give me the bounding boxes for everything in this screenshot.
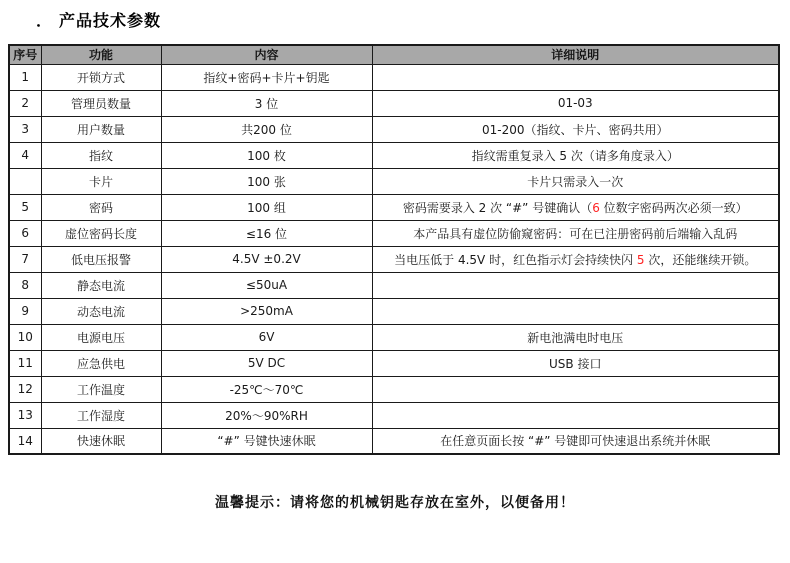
content-cell: 100 张 — [161, 168, 372, 194]
detail-cell: USB 接口 — [372, 350, 779, 376]
detail-cell: 新电池满电时电压 — [372, 324, 779, 350]
detail-cell: 01-200（指纹、卡片、密码共用） — [372, 116, 779, 142]
page-title — [36, 8, 161, 31]
row-number-cell: 8 — [9, 272, 41, 298]
table-row — [9, 272, 779, 298]
row-number-cell: 14 — [9, 428, 41, 454]
row-number-cell: 7 — [9, 246, 41, 272]
row-number-cell: 6 — [9, 220, 41, 246]
function-cell: 用户数量 — [41, 116, 161, 142]
detail-highlight: 5 — [636, 252, 645, 267]
content-cell: “#” 号键快速休眠 — [161, 428, 372, 454]
detail-cell — [372, 246, 779, 272]
row-number-cell: 13 — [9, 402, 41, 428]
content-cell: 指纹+密码+卡片+钥匙 — [161, 64, 372, 90]
row-number-cell: 12 — [9, 376, 41, 402]
table-row — [9, 402, 779, 428]
detail-cell: 指纹需重复录入 5 次（请多角度录入） — [372, 142, 779, 168]
detail-cell — [372, 376, 779, 402]
detail-text: 次，还能继续开锁。 — [644, 252, 757, 267]
detail-cell — [372, 298, 779, 324]
detail-cell — [372, 402, 779, 428]
table-row — [9, 350, 779, 376]
table-row — [9, 220, 779, 246]
footer-note: 温馨提示：请将您的机械钥匙存放在室外，以便备用！ — [215, 495, 575, 511]
content-cell: >250mA — [161, 298, 372, 324]
detail-text: 位数字密码两次必须一致） — [599, 200, 748, 215]
detail-cell: 卡片只需录入一次 — [372, 168, 779, 194]
content-cell: 共200 位 — [161, 116, 372, 142]
function-cell: 虚位密码长度 — [41, 220, 161, 246]
detail-cell — [372, 272, 779, 298]
function-cell: 电源电压 — [41, 324, 161, 350]
content-cell: 6V — [161, 324, 372, 350]
row-number-cell: 4 — [9, 142, 41, 168]
function-cell: 密码 — [41, 194, 161, 220]
detail-highlight: 6 — [592, 200, 600, 215]
row-number-cell: 2 — [9, 90, 41, 116]
table-row — [9, 64, 779, 90]
table-row — [9, 324, 779, 350]
row-number-cell: 1 — [9, 64, 41, 90]
function-cell: 卡片 — [41, 168, 161, 194]
content-cell: 3 位 — [161, 90, 372, 116]
function-cell: 应急供电 — [41, 350, 161, 376]
table-row — [9, 194, 779, 220]
detail-cell — [372, 64, 779, 90]
content-cell: ≤16 位 — [161, 220, 372, 246]
table-row — [9, 246, 779, 272]
row-number-cell: 11 — [9, 350, 41, 376]
content-cell: 20%～90%RH — [161, 402, 372, 428]
content-cell: 100 枚 — [161, 142, 372, 168]
table-row — [9, 90, 779, 116]
row-number-cell — [9, 168, 41, 194]
function-cell: 工作温度 — [41, 376, 161, 402]
header-cell-detail: 详细说明 — [372, 45, 779, 64]
content-cell: 5V DC — [161, 350, 372, 376]
function-cell: 工作湿度 — [41, 402, 161, 428]
function-cell: 动态电流 — [41, 298, 161, 324]
table-row — [9, 142, 779, 168]
function-cell: 静态电流 — [41, 272, 161, 298]
title-bullet-icon: ． — [36, 11, 54, 30]
table-row — [9, 116, 779, 142]
detail-cell — [372, 194, 779, 220]
function-cell: 管理员数量 — [41, 90, 161, 116]
detail-cell: 本产品具有虚位防偷窥密码：可在已注册密码前后端输入乱码 — [372, 220, 779, 246]
row-number-cell: 10 — [9, 324, 41, 350]
content-cell: -25℃～70℃ — [161, 376, 372, 402]
function-cell: 快速休眠 — [41, 428, 161, 454]
page-title-text: 产品技术参数 — [59, 11, 162, 30]
function-cell: 开锁方式 — [41, 64, 161, 90]
content-cell: 100 组 — [161, 194, 372, 220]
table-row — [9, 298, 779, 324]
detail-cell: 在任意页面长按 “#” 号键即可快速退出系统并休眠 — [372, 428, 779, 454]
row-number-cell: 5 — [9, 194, 41, 220]
table-row — [9, 428, 779, 454]
table-row — [9, 168, 779, 194]
row-number-cell: 9 — [9, 298, 41, 324]
detail-cell: 01-03 — [372, 90, 779, 116]
detail-text: 当电压低于 4.5V 时，红色指示灯会持续快闪 — [394, 252, 637, 267]
detail-text: 密码需要录入 2 次 “#” 号键确认（ — [402, 200, 593, 215]
header-cell-function: 功能 — [41, 45, 161, 64]
table-row — [9, 376, 779, 402]
spec-table — [8, 44, 780, 455]
content-cell: 4.5V ±0.2V — [161, 246, 372, 272]
row-number-cell: 3 — [9, 116, 41, 142]
header-cell-content: 内容 — [161, 45, 372, 64]
header-cell-no: 序号 — [9, 45, 41, 64]
content-cell: ≤50uA — [161, 272, 372, 298]
function-cell: 低电压报警 — [41, 246, 161, 272]
table-header-row — [9, 45, 779, 64]
function-cell: 指纹 — [41, 142, 161, 168]
